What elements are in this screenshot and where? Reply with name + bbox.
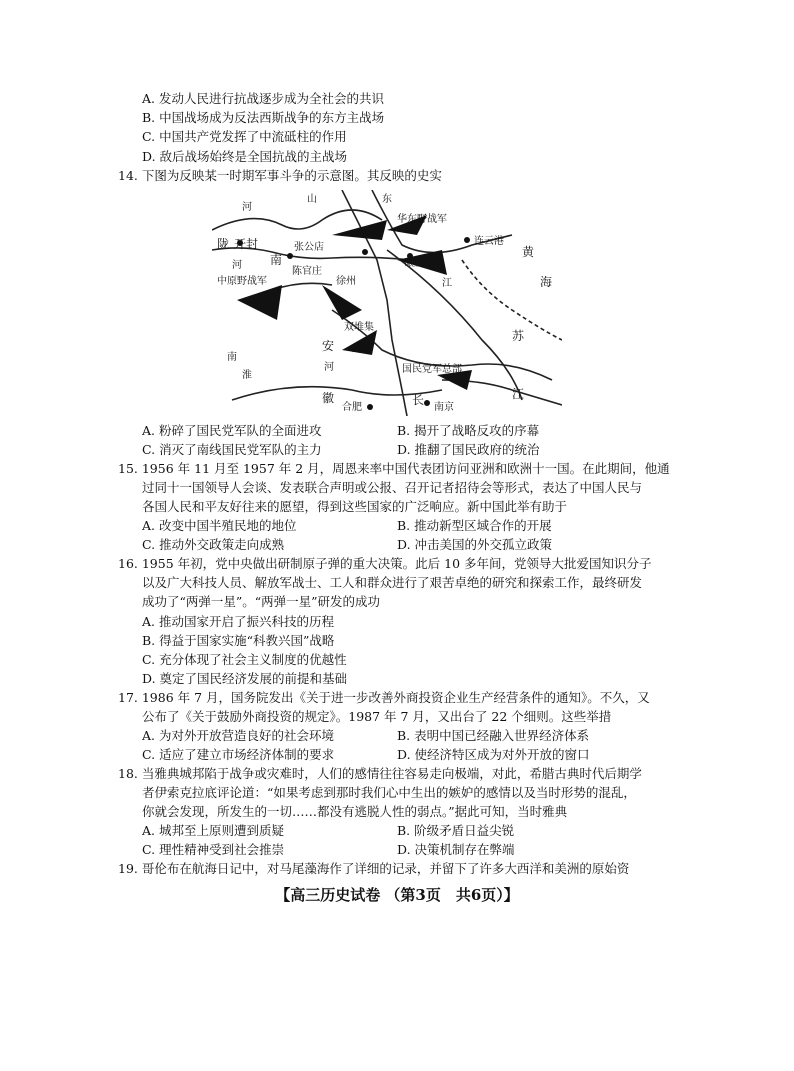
q14-option-c: C. 消灭了南线国民党军队的主力	[142, 442, 322, 457]
map-label-huai: 淮	[242, 370, 252, 381]
map-label-hai: 海	[540, 275, 553, 289]
page-footer: 【高三历史试卷 （第3页 共6页）】	[275, 886, 519, 904]
map-label-huadong: 华东野战军	[397, 214, 447, 225]
q16-line-2: 以及广大科技人员、解放军战士、工人和群众进行了艰苦卓绝的研究和探索工作，最终研发	[142, 575, 643, 590]
q17-option-a: A. 为对外开放营造良好的社会环境	[142, 728, 334, 743]
q13-option-c: C. 中国共产党发挥了中流砥柱的作用	[142, 129, 347, 144]
map-label-zhongyuan: 中原野战军	[217, 276, 267, 287]
q15-option-d: D. 冲击美国的外交孤立政策	[397, 537, 553, 552]
q14-option-a: A. 粉碎了国民党军队的全面进攻	[142, 423, 322, 438]
q13-option-b: B. 中国战场成为反法西斯战争的东方主战场	[142, 110, 385, 125]
q18-line-1: 18. 当雅典城邦陷于战争或灾难时，人们的感情往往容易走向极端，对此，希腊古典时代后期学	[118, 766, 642, 781]
map-label-jiang-mid: 江	[442, 278, 452, 289]
map-label-shuangduiji: 双堆集	[344, 322, 374, 333]
q17-line-1: 17. 1986 年 7 月，国务院发出《关于进一步改善外商投资企业生产经营条件的通知》。不久，又	[118, 690, 650, 705]
q18-option-d: D. 决策机制存在弊端	[397, 842, 515, 857]
map-label-kaifeng: 开封	[234, 237, 259, 251]
q19-line-1: 19. 哥伦布在航海日记中，对马尾藻海作了详细的记录，并留下了许多大西洋和美洲的原始资	[118, 861, 630, 876]
q14-option-d: D. 推翻了国民政府的统治	[397, 442, 540, 457]
q15-line-3: 各国人民和平友好往来的愿望，得到这些国家的广泛响应。新中国此举有助于	[142, 499, 568, 514]
map-label-xuzhou: 徐州	[336, 276, 356, 287]
map-label-gmd-hq: 国民党军总部	[402, 364, 462, 375]
q17-option-c: C. 适应了建立市场经济体制的要求	[142, 747, 335, 762]
q18-line-3: 你就会发现，所发生的一切……都没有逃脱人性的弱点。”据此可知，当时雅典	[142, 804, 568, 819]
map-label-nianzhuang: 碾庄	[404, 258, 424, 269]
q18-option-c: C. 理性精神受到社会推崇	[142, 842, 285, 857]
q14-option-b: B. 揭开了战略反攻的序幕	[397, 423, 540, 438]
map-label-su: 苏	[512, 329, 525, 343]
q14-stem: 14. 下图为反映某一时期军事斗争的示意图。其反映的史实	[118, 168, 442, 183]
map-label-lianyungang: 连云港	[474, 236, 504, 247]
map-label-chang: 长	[412, 393, 425, 407]
map-label-an: 安	[322, 339, 335, 353]
map-label-huang: 黄	[522, 245, 535, 259]
map-label-he-low: 河	[324, 362, 334, 373]
map-label-he-top: 河	[242, 202, 252, 213]
q13-option-d: D. 敌后战场始终是全国抗战的主战场	[142, 149, 348, 164]
map-label-chenguanzhuang: 陈官庄	[292, 266, 322, 277]
map-label-he-mid: 河	[232, 260, 242, 271]
q18-line-2: 者伊索克拉底评论道：“如果考虑到那时我们心中生出的嫉妒的感情以及当时形势的混乱，	[142, 785, 636, 800]
q16-option-b: B. 得益于国家实施“科教兴国”战略	[142, 633, 335, 648]
q16-option-c: C. 充分体现了社会主义制度的优越性	[142, 652, 347, 667]
map-label-nanjing: 南京	[434, 402, 454, 413]
map-label-hui: 徽	[322, 391, 335, 405]
q16-line-1: 16. 1955 年初，党中央做出研制原子弹的重大决策。此后 10 多年间，党领导大批爱国知识分子	[118, 556, 652, 571]
map-label-nan-left: 南	[227, 352, 237, 363]
map-label-zhanggongdian: 张公店	[294, 242, 324, 253]
q17-option-d: D. 使经济特区成为对外开放的窗口	[397, 747, 590, 762]
q16-option-a: A. 推动国家开启了振兴科技的历程	[142, 614, 334, 629]
q17-line-2: 公布了《关于鼓励外商投资的规定》。1987 年 7 月，又出台了 22 个细则。这些举措	[142, 709, 612, 724]
map-label-jiang-right: 江	[512, 387, 525, 401]
q15-line-1: 15. 1956 年 11 月至 1957 年 2 月，周恩来率中国代表团访问亚洲和欧洲十一国。在此期间，他通	[118, 461, 670, 476]
map-label-bengbu: 蚌埠	[352, 344, 372, 355]
map-label-dong: 东	[382, 194, 392, 205]
q16-line-3: 成功了“两弹一星”。“两弹一星”研发的成功	[142, 594, 381, 609]
q17-option-b: B. 表明中国已经融入世界经济体系	[397, 728, 590, 743]
q15-option-a: A. 改变中国半殖民地的地位	[142, 518, 297, 533]
q15-option-c: C. 推动外交政策走向成熟	[142, 537, 285, 552]
huaihai-battle-map	[212, 190, 562, 416]
map-label-nan-top: 南	[270, 253, 283, 267]
map-label-shan: 山	[307, 194, 317, 205]
q13-option-a: A. 发动人民进行抗战逐步成为全社会的共识	[142, 91, 384, 106]
q18-option-a: A. 城邦至上原则遭到质疑	[142, 823, 284, 838]
map-label-hefei: 合肥	[342, 402, 362, 413]
q18-option-b: B. 阶级矛盾日益尖锐	[397, 823, 515, 838]
q15-line-2: 过同十一国领导人会谈、发表联合声明或公报、召开记者招待会等形式，表达了中国人民与	[142, 480, 643, 495]
q15-option-b: B. 推动新型区域合作的开展	[397, 518, 552, 533]
q16-option-d: D. 奠定了国民经济发展的前提和基础	[142, 671, 348, 686]
map-label-longhai: 陇	[217, 237, 230, 251]
